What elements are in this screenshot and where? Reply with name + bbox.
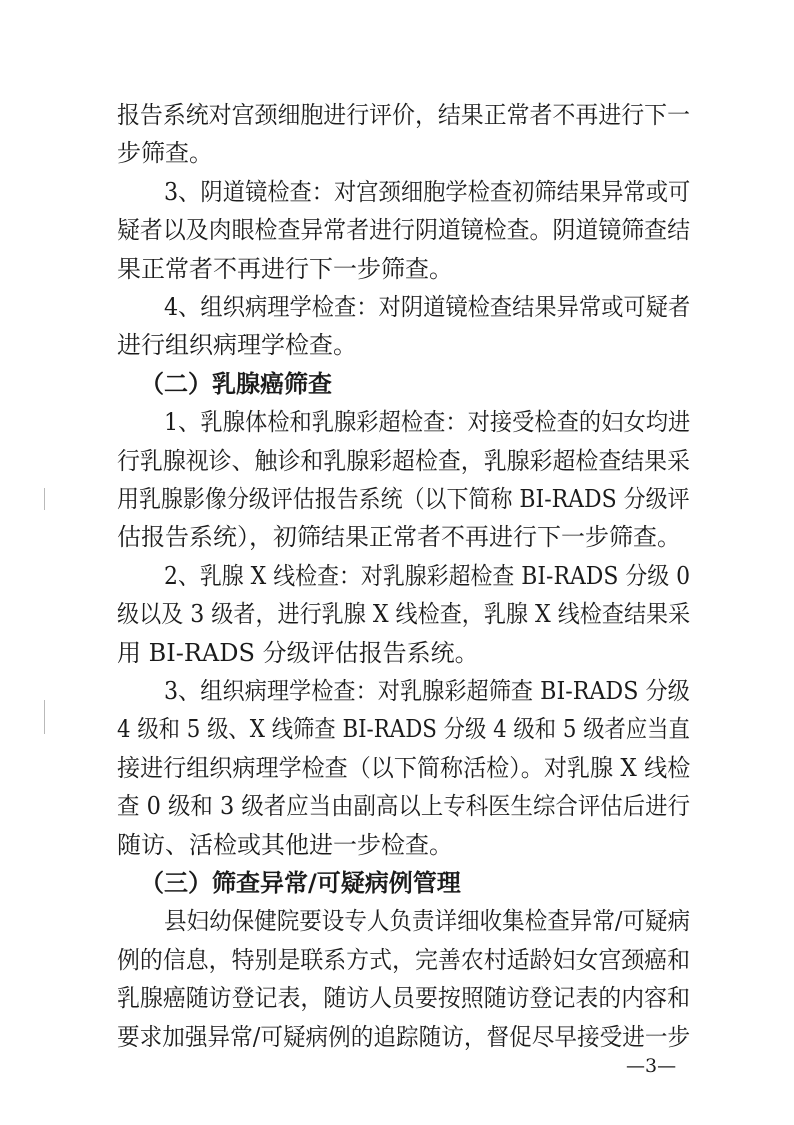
body-line: 报告系统对宫颈细胞进行评价，结果正常者不再进行下一 — [117, 101, 690, 129]
page-number: —3— — [626, 1055, 677, 1077]
body-line: 随访、活检或其他进一步检查。 — [117, 830, 453, 859]
body-line: 要求加强异常/可疑病例的追踪随访，督促尽早接受进一步 — [117, 1022, 691, 1051]
body-line: 乳腺癌随访登记表，随访人员要按照随访登记表的内容和 — [117, 984, 690, 1013]
body-line: 估报告系统），初筛结果正常者不再进行下一步筛查。 — [117, 523, 681, 552]
body-line: 接进行组织病理学检查（以下简称活检）。对乳腺 X 线检 — [117, 753, 691, 782]
scan-edge-mark — [44, 488, 45, 510]
body-line: 2、乳腺 X 线检查：对乳腺彩超检查 BI-RADS 分级 0 — [164, 561, 691, 590]
body-line: 4 级和 5 级、X 线筛查 BI-RADS 分级 4 级和 5 级者应当直 — [117, 715, 690, 744]
body-line: 4、组织病理学检查：对阴道镜检查结果异常或可疑者 — [164, 293, 691, 321]
body-line: 用 BI-RADS 分级评估报告系统。 — [117, 638, 479, 667]
body-line: 用乳腺影像分级评估报告系统（以下简称 BI-RADS 分级评 — [117, 485, 690, 513]
body-line: 例的信息，特别是联系方式，完善农村适龄妇女宫颈癌和 — [117, 945, 690, 974]
section-heading: （三）筛查异常/可疑病例管理 — [140, 869, 461, 897]
body-line: 疑者以及肉眼检查异常者进行阴道镜检查。阴道镜筛查结 — [117, 216, 690, 245]
body-line: 果正常者不再进行下一步筛查。 — [117, 254, 453, 283]
body-line: 3、组织病理学检查：对乳腺彩超筛查 BI-RADS 分级 — [164, 677, 690, 705]
body-line: 行乳腺视诊、触诊和乳腺彩超检查，乳腺彩超检查结果采 — [117, 446, 690, 475]
body-line: 步筛查。 — [117, 139, 213, 168]
body-line: 级以及 3 级者，进行乳腺 X 线检查，乳腺 X 线检查结果采 — [117, 600, 691, 629]
body-line: 3、阴道镜检查：对宫颈细胞学检查初筛结果异常或可 — [164, 177, 691, 206]
body-line: 查 0 级和 3 级者应当由副高以上专科医生综合评估后进行 — [117, 792, 691, 821]
body-line: 1、乳腺体检和乳腺彩超检查：对接受检查的妇女均进 — [164, 408, 691, 437]
body-line: 进行组织病理学检查。 — [117, 331, 357, 360]
body-line: 县妇幼保健院要设专人负责详细收集检查异常/可疑病 — [164, 907, 691, 936]
scan-edge-mark — [44, 700, 45, 734]
section-heading: （二）乳腺癌筛查 — [140, 369, 332, 398]
